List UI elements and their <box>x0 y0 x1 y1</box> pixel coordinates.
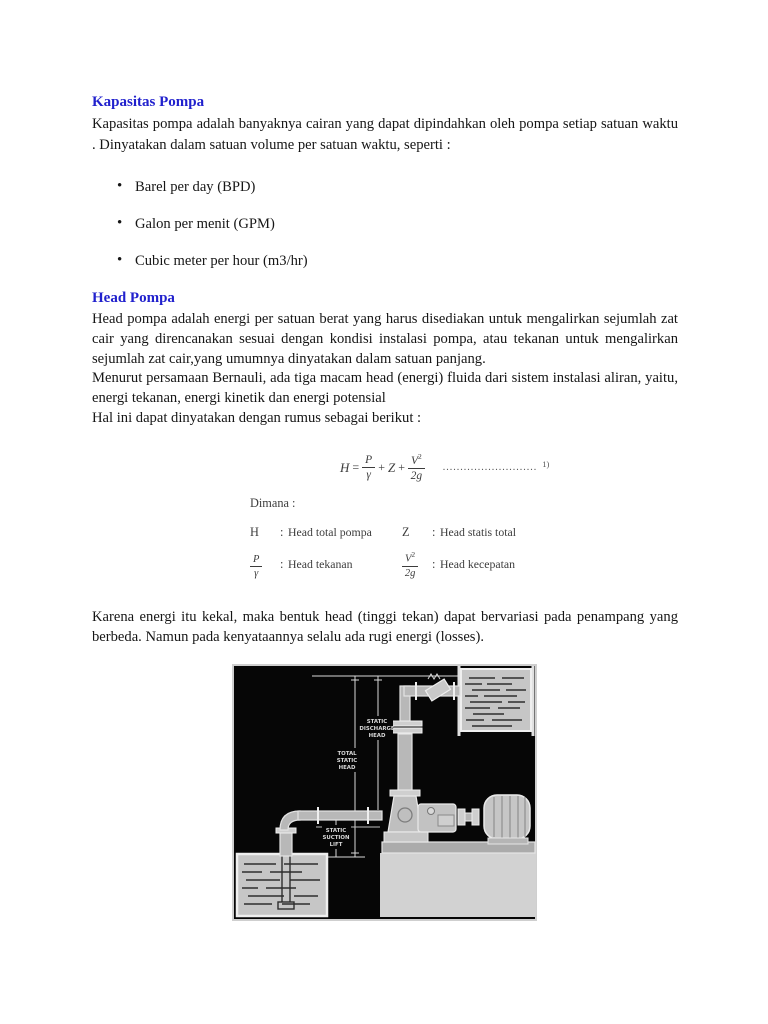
definition-head-total: Head total pompa <box>288 525 372 540</box>
formula-equals: = <box>352 460 360 475</box>
svg-text:LIFT: LIFT <box>329 841 343 848</box>
list-item-label: Galon per menit (GPM) <box>135 216 275 232</box>
symbol-velocity-fraction: $\frac{V^2}{2g}$ <box>402 551 418 579</box>
bullet-icon: • <box>117 178 123 194</box>
definition-head-kecepatan: Head kecepatan <box>440 557 515 572</box>
table-row: H : Head total pompa Z : Head statis total <box>250 525 517 540</box>
formula-lhs: H <box>340 459 350 475</box>
formula-dotted-leader: ........................... <box>442 462 538 474</box>
pump-installation-diagram <box>232 664 537 921</box>
paragraph-head-3: Hal ini dapat dinyatakan dengan rumus sebagai berikut : <box>92 409 422 426</box>
symbol-Z: Z <box>402 525 410 540</box>
definition-head-tekanan: Head tekanan <box>288 557 353 572</box>
suction-tank <box>237 854 327 916</box>
coupling <box>458 809 465 825</box>
pump-diagram-svg <box>232 664 537 921</box>
list-item-label: Cubic meter per hour (m3/hr) <box>135 253 308 269</box>
paragraph-closing: Karena energi itu kekal, maka bentuk head (tinggi tekan) dapat bervariasi pada penampang yang berbeda. Namun pada kenyataannya selalu ada rugi energi (losses). <box>92 608 678 646</box>
svg-text:HEAD: HEAD <box>338 764 356 771</box>
svg-text:STATIC: STATIC <box>336 757 358 764</box>
pressure-head-fraction: $\frac{P}{\gamma}$ <box>362 454 375 481</box>
list-item-label: Barel per day (BPD) <box>135 179 256 195</box>
bullet-icon: • <box>117 215 123 231</box>
list-item <box>92 214 678 234</box>
velocity-head-fraction: $\frac{V^2}{2g}$ <box>408 453 425 482</box>
list-item <box>92 251 678 271</box>
formula-elevation-term: Z <box>387 459 396 475</box>
symbol-H: H <box>250 525 259 540</box>
formula-plus: + <box>378 460 385 475</box>
paragraph-head-2: Menurut persamaan Bernauli, ada tiga macam head (energi) fluida dari sistem instalasi aliran, yaitu, energi tekanan, energi kinetik dan energi potensial <box>92 370 678 407</box>
definition-head-statis: Head statis total <box>440 525 517 540</box>
svg-text:HEAD: HEAD <box>368 732 386 739</box>
pump-and-motor <box>380 790 536 917</box>
static-discharge-head-label: STATIC <box>366 718 388 725</box>
formula-equation-number: 1) <box>542 458 550 469</box>
svg-text:SUCTION: SUCTION <box>322 834 350 841</box>
pump-casing <box>388 796 422 832</box>
heading-head-pompa: Head Pompa <box>92 290 175 306</box>
symbol-definition-table <box>92 496 678 582</box>
motor <box>484 795 530 839</box>
paragraph-head-1: Head pompa adalah energi per satuan berat yang harus disediakan untuk mengalirkan sejumlah zat cair yang direncanakan sesuai dengan kondisi instalasi pompa, atau tekanan untuk mengalirkan sejumlah zat cair,yang umumnya dinyatakan dalam satuan panjang. <box>92 311 678 367</box>
where-label: Dimana : <box>250 495 296 510</box>
static-suction-lift-label: STATIC <box>325 827 347 834</box>
symbol-pressure-fraction: $\frac{P}{\gamma}$ <box>250 554 262 579</box>
paragraph-kapasitas: Kapasitas pompa adalah banyaknya cairan yang dapat dipindahkan oleh pompa setiap satuan waktu . Dinyatakan dalam satuan volume per satuan waktu, seperti : <box>92 116 678 153</box>
bullet-icon: • <box>117 252 123 268</box>
discharge-tank <box>459 666 533 736</box>
list-item <box>92 177 678 197</box>
formula-plus: + <box>398 460 405 475</box>
unit-bullet-list <box>92 177 678 271</box>
heading-kapasitas-pompa: Kapasitas Pompa <box>92 94 205 110</box>
document-content <box>92 92 678 921</box>
table-row: $\frac{P}{\gamma}$ : Head tekanan $\frac{V^2}{2g}$ : Head kecepatan <box>250 548 678 582</box>
concrete-pedestal <box>380 853 536 917</box>
svg-text:DISCHARGE: DISCHARGE <box>359 725 395 732</box>
bernoulli-head-formula <box>340 452 678 484</box>
total-static-head-label: TOTAL <box>337 750 357 757</box>
